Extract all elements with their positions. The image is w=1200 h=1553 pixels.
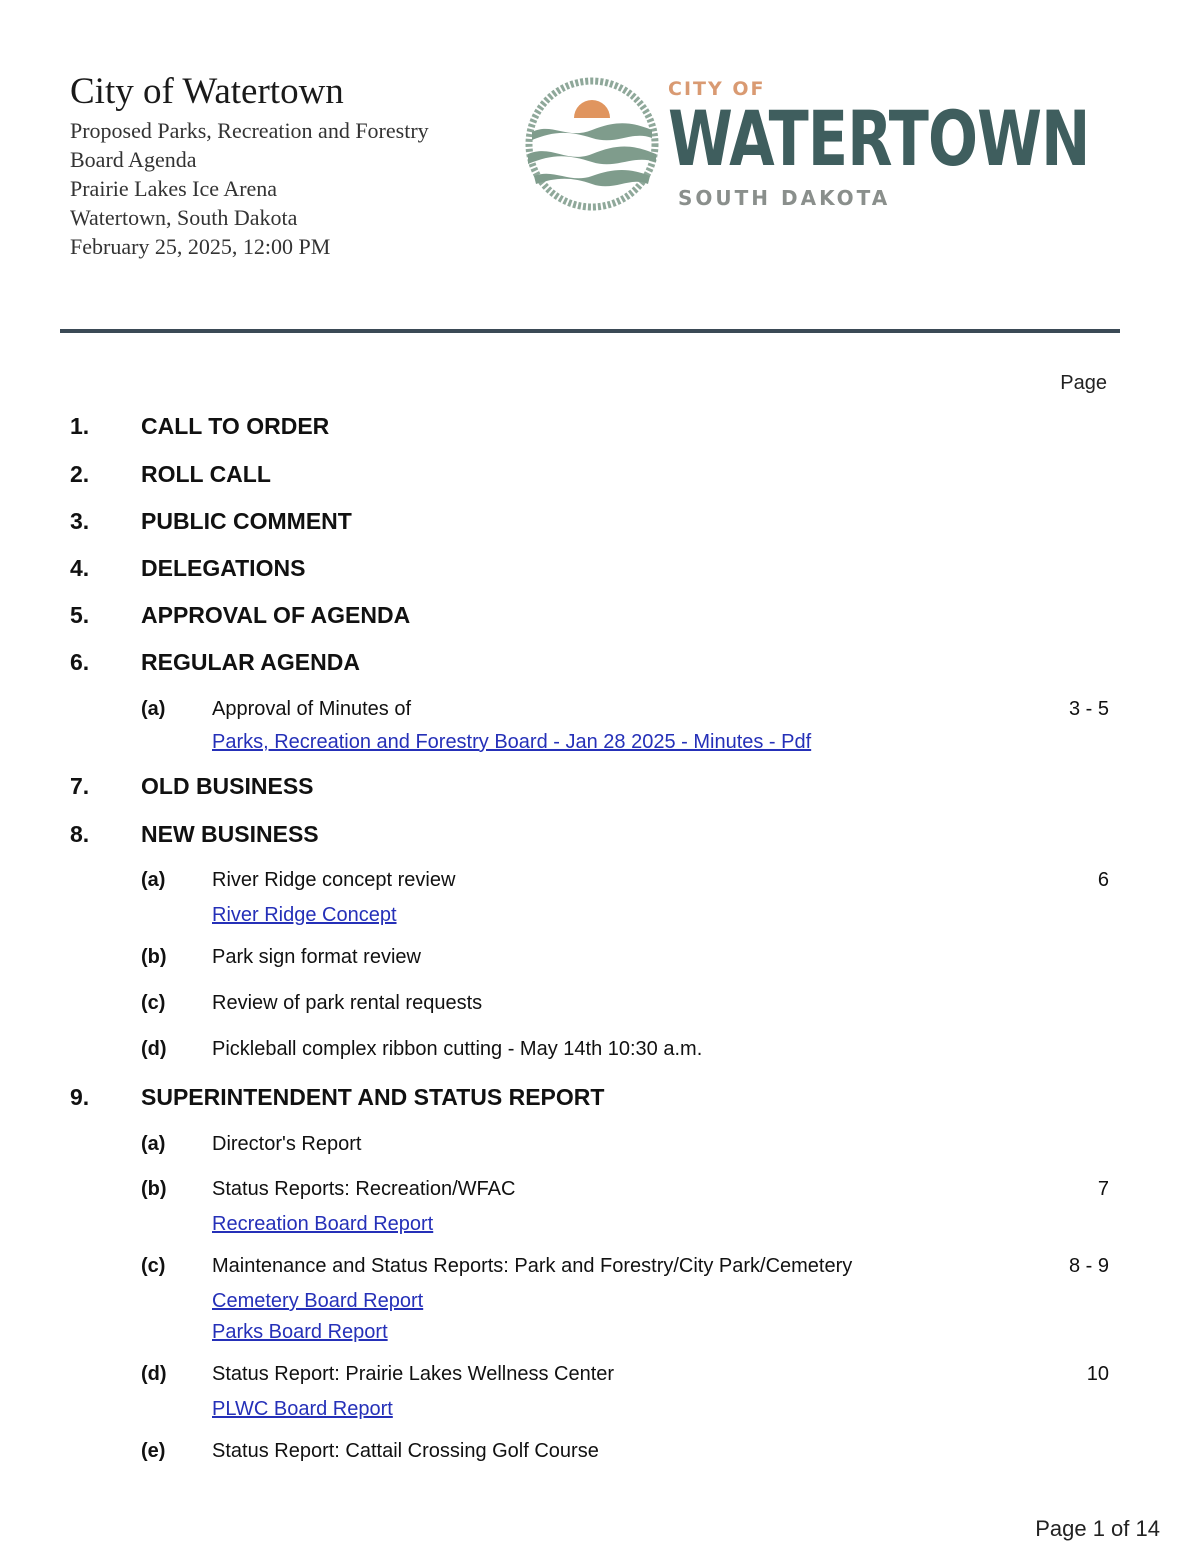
item-text: Approval of Minutes of [212,698,411,720]
section-title: CALL TO ORDER [141,413,330,439]
section-title: SUPERINTENDENT AND STATUS REPORT [141,1084,605,1110]
section-number: 1. [70,413,90,439]
parks-board-report-link[interactable]: Parks Board Report [212,1321,388,1343]
agenda-section [70,413,1110,443]
agenda-section [70,773,1110,803]
item-text: Review of park rental requests [212,992,483,1014]
agenda-subtitle-line-1: Proposed Parks, Recreation and Forestry [70,118,429,143]
section-number: 2. [70,461,90,487]
agenda-section [70,1084,1110,1114]
item-page-range: 6 [1097,869,1109,891]
meeting-datetime: February 25, 2025, 12:00 PM [70,234,331,259]
item-text: Park sign format review [212,946,421,968]
section-title: APPROVAL OF AGENDA [141,602,411,628]
meeting-city: Watertown, South Dakota [70,205,298,230]
logo-watertown: WATERTOWN [668,94,1090,183]
item-page-range: 10 [1086,1363,1109,1385]
section-title: ROLL CALL [141,461,271,487]
agenda-header [70,68,429,261]
cemetery-board-report-link[interactable]: Cemetery Board Report [212,1290,424,1312]
item-text: Pickleball complex ribbon cutting - May 14th 10:30 a.m. [212,1038,703,1060]
section-number: 3. [70,508,90,534]
item-letter: (e) [141,1440,166,1462]
item-letter: (d) [141,1038,167,1060]
section-number: 4. [70,555,90,581]
item-letter: (b) [141,1178,167,1200]
item-letter: (a) [141,869,166,891]
section-number: 9. [70,1084,90,1110]
org-title: City of Watertown [70,71,344,112]
section-title: DELEGATIONS [141,555,306,581]
section-title: OLD BUSINESS [141,773,314,799]
item-page-range: 7 [1097,1178,1109,1200]
city-emblem-icon [522,74,662,214]
item-page-range: 3 - 5 [1068,698,1109,720]
logo-city-of: CITY OF [668,78,766,100]
item-text: Status Report: Cattail Crossing Golf Course [212,1440,599,1462]
item-text: Director's Report [212,1133,362,1155]
agenda-section [70,508,1110,538]
meeting-venue: Prairie Lakes Ice Arena [70,176,278,201]
item-text: Maintenance and Status Reports: Park and Forestry/City Park/Cemetery [212,1255,853,1277]
agenda-section [70,461,1110,491]
city-logo [522,74,1112,214]
section-title: PUBLIC COMMENT [141,508,352,534]
item-text: Status Reports: Recreation/WFAC [212,1178,516,1200]
item-letter: (b) [141,946,167,968]
item-letter: (c) [141,1255,166,1277]
section-title: REGULAR AGENDA [141,649,360,675]
item-text: Status Report: Prairie Lakes Wellness Center [212,1363,615,1385]
section-number: 8. [70,821,90,847]
agenda-subtitle-line-2: Board Agenda [70,147,197,172]
section-number: 5. [70,602,90,628]
agenda-section [70,821,1110,851]
river-ridge-concept-link[interactable]: River Ridge Concept [212,904,397,926]
minutes-pdf-link[interactable]: Parks, Recreation and Forestry Board - Jan 28 2025 - Minutes - Pdf [212,731,812,753]
item-letter: (a) [141,1133,166,1155]
section-number: 6. [70,649,90,675]
agenda-section [70,602,1110,632]
item-letter: (d) [141,1363,167,1385]
page-footer: Page 1 of 14 [1035,1516,1160,1541]
header-divider [60,329,1120,333]
item-page-range: 8 - 9 [1068,1255,1109,1277]
section-title: NEW BUSINESS [141,821,319,847]
agenda-section [70,649,1110,679]
item-text: River Ridge concept review [212,869,456,891]
recreation-board-report-link[interactable]: Recreation Board Report [212,1213,434,1235]
item-letter: (c) [141,992,166,1014]
item-letter: (a) [141,698,166,720]
plwc-board-report-link[interactable]: PLWC Board Report [212,1398,393,1420]
section-number: 7. [70,773,90,799]
page-column-header: Page [1060,372,1107,394]
logo-state: SOUTH DAKOTA [678,186,891,210]
agenda-section [70,555,1110,585]
